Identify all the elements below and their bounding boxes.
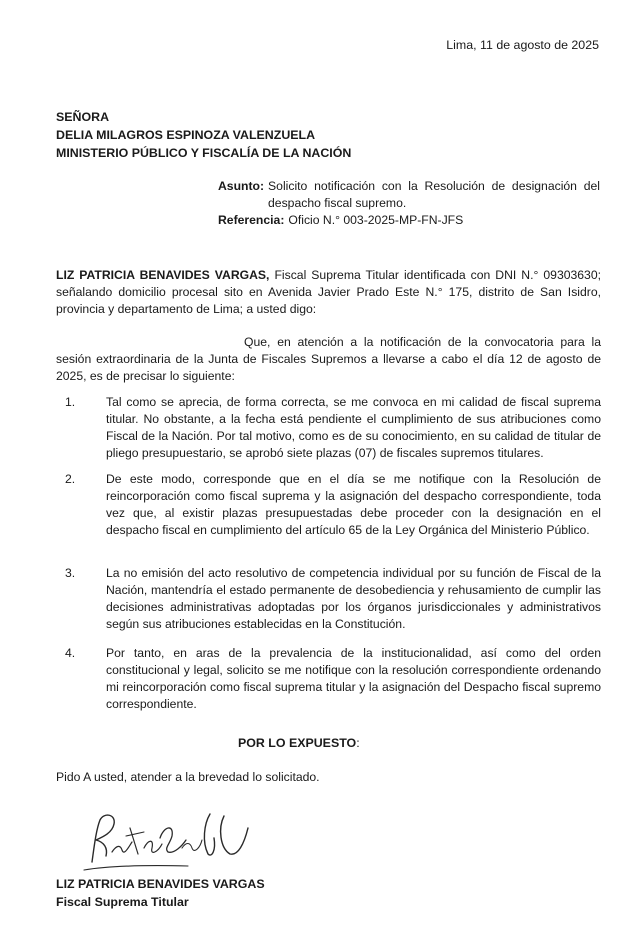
signer-name: LIZ PATRICIA BENAVIDES VARGAS <box>56 877 265 891</box>
closing-title <box>238 735 360 752</box>
list-item <box>56 645 601 713</box>
request-line: Pido A usted, atender a la brevedad lo solicitado. <box>56 770 320 784</box>
sender-name: LIZ PATRICIA BENAVIDES VARGAS, <box>56 268 270 282</box>
subject-block <box>218 178 600 229</box>
referencia-text: Oficio N.° 003-2025-MP-FN-JFS <box>288 213 464 227</box>
item-number: 4. <box>65 646 76 660</box>
signer-position: Fiscal Suprema Titular <box>56 895 189 909</box>
item-number: 1. <box>65 395 76 409</box>
handwritten-signature <box>78 808 258 878</box>
referencia-label: Referencia: <box>218 213 285 227</box>
referencia-row <box>218 212 600 229</box>
opening-paragraph: Que, en atención a la notificación de la convocatoria para la sesión extraordinaria de la Junta de Fiscales Supremos a llevarse a cabo el día 12 de agosto de 2025, es de precisar lo siguiente: <box>56 335 601 383</box>
item-number: 3. <box>65 566 76 580</box>
item-text: La no emisión del acto resolutivo de competencia individual por su función de Fiscal de la Nación, mantendría el estado permanente de desobediencia y rehusamiento de cumplir las decisiones administrativas adoptadas por los órganos jurisdiccionales y administrativos según sus atribuciones establecidas en la Constitución. <box>106 566 601 631</box>
asunto-row <box>218 178 600 212</box>
asunto-text: Solicito notificación con la Resolución de designación del despacho fiscal supremo. <box>268 179 600 210</box>
item-number: 2. <box>65 472 76 486</box>
signer-block <box>56 875 265 911</box>
closing-title-text: POR LO EXPUESTO <box>238 736 357 750</box>
closing-colon: : <box>356 736 360 750</box>
letter-date: Lima, 11 de agosto de 2025 <box>446 38 599 52</box>
item-text: De este modo, corresponde que en el día se me notifique con la Resolución de reincorporación como fiscal suprema y la asignación del despacho correspondiente, toda vez que, al existir plazas presupuestadas debe proceder con la designación en el despacho fiscal en cumplimiento del artículo 65 de la Ley Orgánica del Ministerio Público. <box>106 472 601 537</box>
list-item <box>56 565 601 633</box>
list-item <box>56 471 601 539</box>
addressee-title: SEÑORA <box>56 110 110 124</box>
asunto-label: Asunto: <box>218 179 265 193</box>
list-item <box>56 394 601 462</box>
item-text: Tal como se aprecia, de forma correcta, se me convoca en mi calidad de fiscal suprema titular. No obstante, a la fecha está pendiente el cumplimiento de sus atribuciones como Fiscal de la Nación. Por tal motivo, como es de su conocimiento, en su calidad de titular de pliego presupuestario, se aprobó siete plazas (07) de fiscales supremos titulares. <box>106 395 601 460</box>
intro-text: Fiscal Suprema Titular identificada con DNI N.° 09303630; señalando domicilio procesal sito en Avenida Javier Prado Este N.° 175, distrito de San Isidro, provincia y departamento de Lima; a usted digo: <box>56 268 601 316</box>
intro-paragraph <box>56 267 601 318</box>
item-text: Por tanto, en aras de la prevalencia de la institucionalidad, así como del orden constitucional y legal, solicito se me notifique con la resolución correspondiente ordenando mi reincorporación como fiscal suprema titular y la asignación del Despacho fiscal supremo correspondiente. <box>106 646 601 711</box>
addressee-name: DELIA MILAGROS ESPINOZA VALENZUELA <box>56 128 316 142</box>
addressee-block <box>56 108 351 162</box>
addressee-institution: MINISTERIO PÚBLICO Y FISCALÍA DE LA NACIÓN <box>56 146 352 160</box>
